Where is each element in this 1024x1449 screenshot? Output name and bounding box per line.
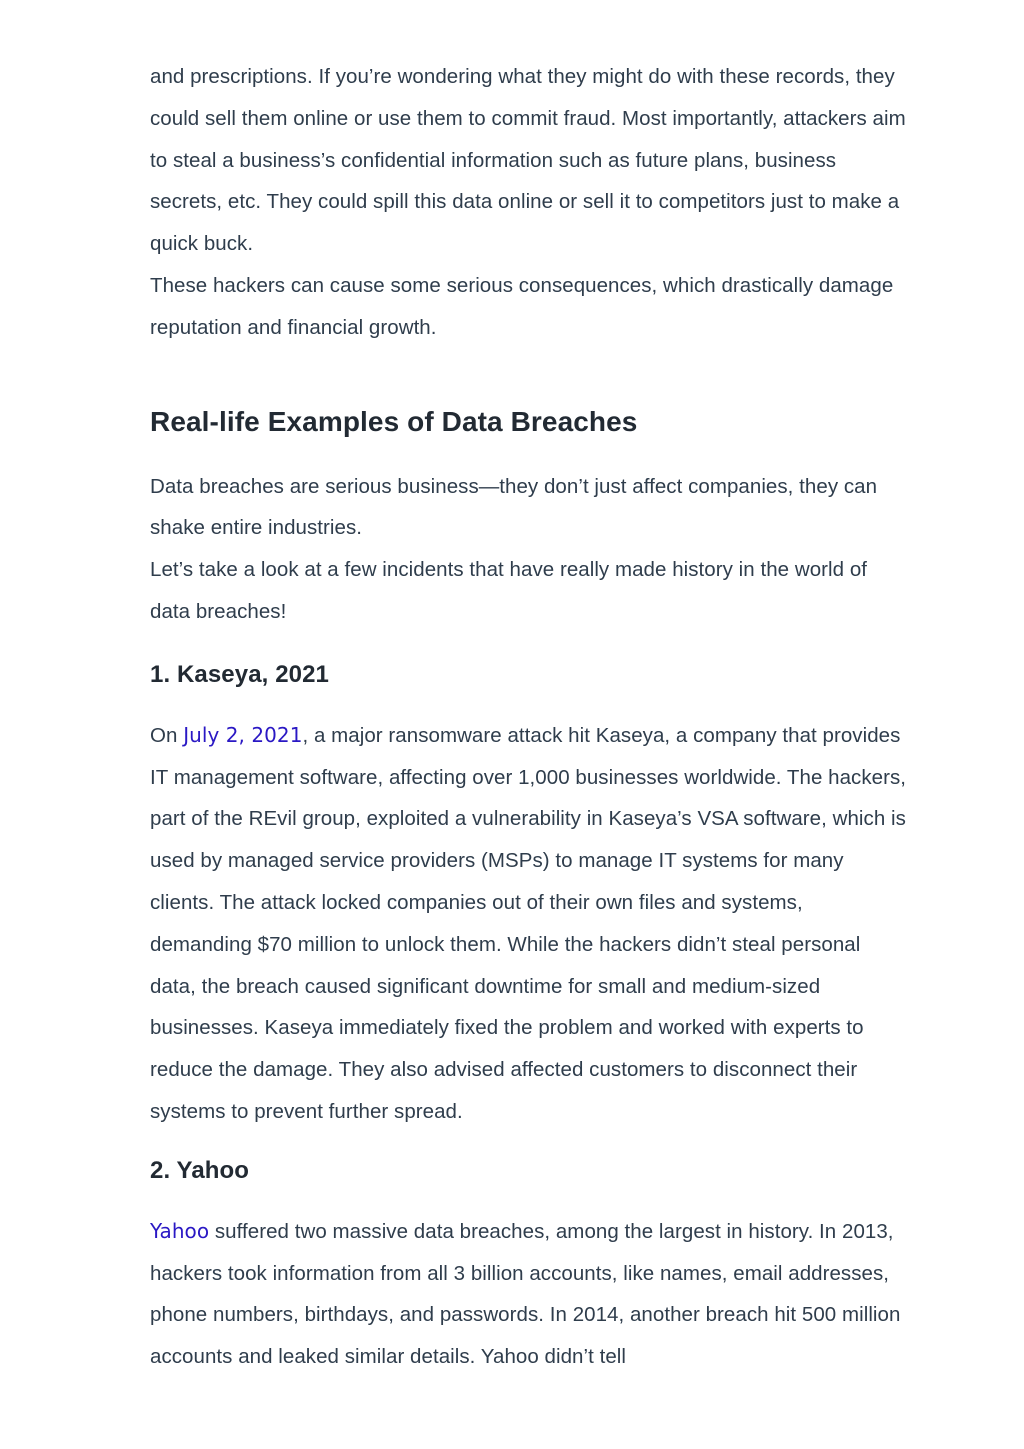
intro-paragraph-1: and prescriptions. If you’re wondering what they might do with these records, they could sell them online or use them to commit fraud. Most importantly, attackers aim to steal a business’s confidential information such as future plans, business secrets, etc. They could spill this data online or sell it to competitors just to make a quick buck. — [150, 65, 906, 256]
yahoo-link[interactable]: Yahoo — [150, 1218, 210, 1243]
section-heading: Real-life Examples of Data Breaches — [150, 405, 638, 437]
yahoo-body-text: suffered two massive data breaches, among the largest in history. In 2013, hackers took information from all 3 billion accounts, like names, email addresses, phone numbers, birthdays, and passwords. In 2014, another breach hit 500 million accounts and leaked similar details. Yahoo didn’t tell — [150, 1219, 901, 1369]
kaseya-date-link[interactable]: July 2, 2021 — [183, 722, 303, 747]
section-intro — [150, 466, 910, 633]
section-paragraph-2: Let’s take a look at a few incidents that have really made history in the world of data breaches! — [150, 558, 868, 623]
yahoo-heading: 2. Yahoo — [150, 1156, 250, 1184]
kaseya-lead-text: On — [150, 723, 184, 747]
yahoo-paragraph — [150, 1211, 910, 1378]
section-paragraph-1: Data breaches are serious business—they don’t just affect companies, they can shake entire industries. — [150, 474, 878, 540]
kaseya-paragraph — [150, 715, 910, 1133]
intro-block — [150, 56, 910, 349]
kaseya-heading: 1. Kaseya, 2021 — [150, 660, 329, 688]
intro-paragraph-2: These hackers can cause some serious consequences, which drastically damage reputation and financial growth. — [150, 273, 894, 339]
kaseya-body-text: , a major ransomware attack hit Kaseya, a company that provides IT management software, affecting over 1,000 businesses worldwide. The hackers, part of the REvil group, exploited a vulnerability in Kaseya’s VSA software, which is used by managed service providers (MSPs) to manage IT systems for many clients. The attack locked companies out of their own files and systems, demanding $70 million to unlock them. While the hackers didn’t steal personal data, the breach caused significant downtime for small and medium-sized businesses. Kaseya immediately fixed the problem and worked with experts to reduce the damage. They also advised affected customers to disconnect their systems to prevent further spread. — [150, 723, 907, 1123]
article-body — [150, 56, 910, 1378]
